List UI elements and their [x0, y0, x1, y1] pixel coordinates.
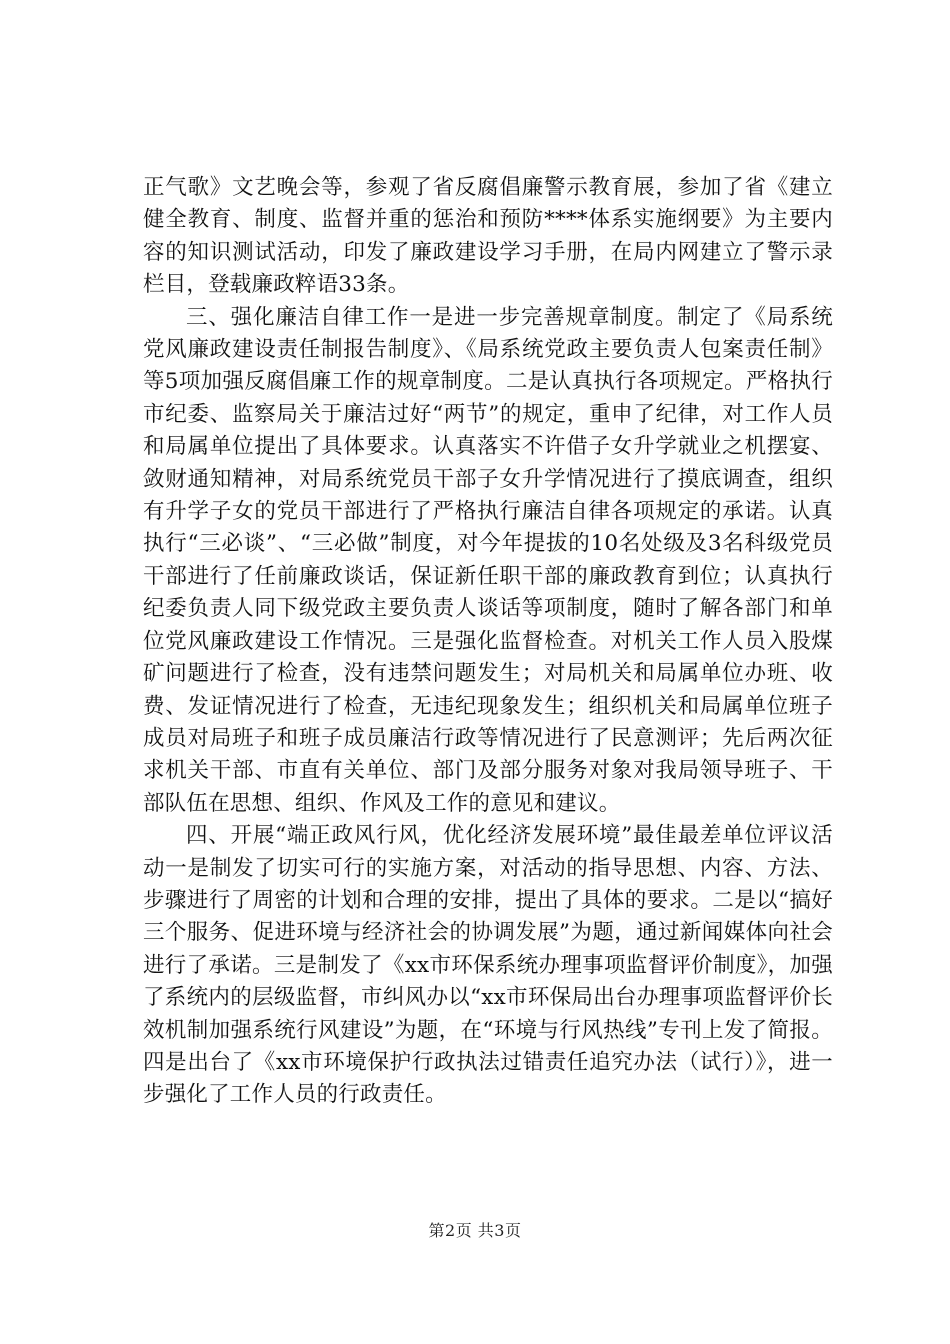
paragraph-section-three: 三、强化廉洁自律工作一是进一步完善规章制度。制定了《局系统党风廉政建设责任制报告制度》、《局系统党政主要负责人包案责任制》等5项加强反腐倡廉工作的规章制度。二是认真执行各项规定。严格执行市纪委、监察局关于廉洁过好“两节”的规定，重申了纪律，对工作人员和局属单位提出了具体要求。认真落实不许借子女升学就业之机摆宴、敛财通知精神，对局系统党员干部子女升学情况进行了摸底调查，组织有升学子女的党员干部进行了严格执行廉洁自律各项规定的承诺。认真执行“三必谈”、“三必做”制度，对今年提拔的10名处级及3名科级党员干部进行了任前廉政谈话，保证新任职干部的廉政教育到位；认真执行纪委负责人同下级党政主要负责人谈话等项制度，随时了解各部门和单位党风廉政建设工作情况。三是强化监督检查。对机关工作人员入股煤矿问题进行了检查，没有违禁问题发生；对局机关和局属单位办班、收费、发证情况进行了检查，无违纪现象发生；组织机关和局属单位班子成员对局班子和班子成员廉洁行政等情况进行了民意测评；先后两次征求机关干部、市直有关单位、部门及部分服务对象对我局领导班子、干部队伍在思想、组织、作风及工作的意见和建议。 — [143, 304, 833, 816]
page-footer: 第2页 共3页 — [428, 1221, 522, 1240]
paragraph-continuation: 正气歌》文艺晚会等，参观了省反腐倡廉警示教育展，参加了省《建立健全教育、制度、监督并重的惩治和预防****体系实施纲要》为主要内容的知识测试活动，印发了廉政建设学习手册，在局内网建立了警示录栏目，登载廉政粹语33条。 — [143, 175, 833, 298]
paragraph-section-four: 四、开展“端正政风行风，优化经济发展环境”最佳最差单位评议活动一是制发了切实可行的实施方案，对活动的指导思想、内容、方法、步骤进行了周密的计划和合理的安排，提出了具体的要求。二是以“搞好三个服务、促进环境与经济社会的协调发展”为题，通过新闻媒体向社会进行了承诺。三是制发了《xx市环保系统办理事项监督评价制度》，加强了系统内的层级监督，市纠风办以“xx市环保局出台办理事项监督评价长效机制加强系统行风建设”为题，在“环境与行风热线”专刊上发了简报。四是出台了《xx市环境保护行政执法过错责任追究办法（试行）》，进一步强化了工作人员的行政责任。 — [143, 823, 833, 1108]
document-body — [143, 172, 833, 1112]
